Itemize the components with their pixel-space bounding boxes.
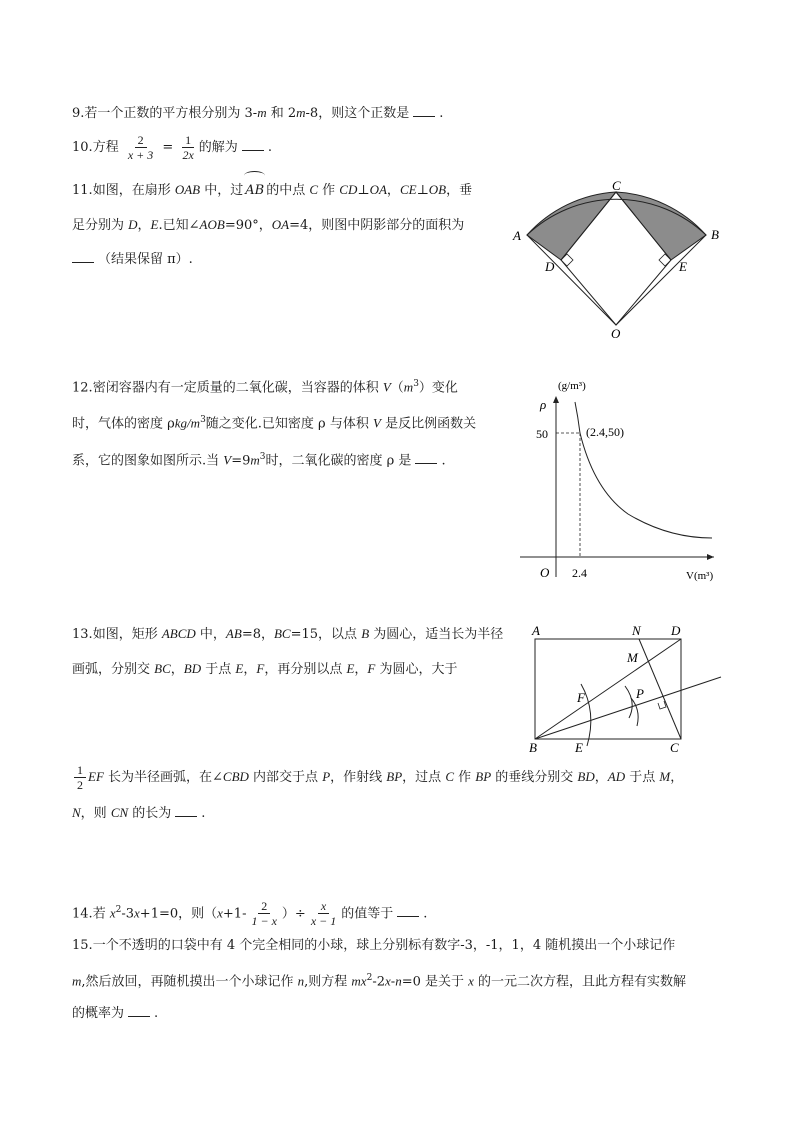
- q13-line-1: 13.如图，矩形 ABCD 中，AB=8，BC=15，以点 B 为圆心，适当长为半径: [72, 626, 504, 642]
- rectangle-figure: [525, 620, 725, 755]
- label-o: O: [611, 326, 621, 340]
- label-d: D: [545, 259, 555, 274]
- q13-line-2: 画弧，分别交 BC，BD 于点 E，F，再分别以点 E，F 为圆心，大于: [72, 661, 458, 677]
- point-label: (2.4,50): [586, 425, 624, 439]
- ray-bp: [535, 677, 721, 739]
- right-angle-mark-p: [658, 701, 666, 709]
- fraction: $\frac{2}{x + 3}$: [127, 133, 154, 162]
- question-number: 14.: [72, 906, 93, 922]
- fraction: $\frac{x}{x - 1}$: [310, 899, 337, 929]
- shaded-region-right: [616, 192, 706, 260]
- question-10: 10.方程 $\frac{2}{x + 3}$ = $\frac{1}{2x}$ 的解为 .: [72, 133, 272, 162]
- answer-blank: [72, 250, 94, 263]
- tick-x-24: 2.4: [572, 566, 587, 580]
- label-d: D: [671, 623, 681, 638]
- answer-blank: [175, 804, 197, 817]
- question-number: 12.: [72, 380, 93, 396]
- sector-figure: [505, 175, 730, 340]
- label-c: C: [612, 178, 621, 193]
- hyperbola-curve: [575, 402, 712, 538]
- q15-line-1: 15.一个不透明的口袋中有 4 个完全相同的小球，球上分别标有数字-3，-1，1，4 随机摸出一个小球记作: [72, 938, 676, 953]
- arc-ab-symbol: AB: [243, 174, 266, 208]
- answer-blank: [128, 1004, 150, 1017]
- q13-line-3: $\frac{1}{2}$ EF 长为半径画弧，在∠CBD 内部交于点 P，作射线 BP，过点 C 作 BP 的垂线分别交 BD，AD 于点 M，: [72, 757, 683, 798]
- label-m: M: [627, 650, 638, 665]
- shaded-region-left: [527, 192, 616, 260]
- label-p: P: [636, 686, 644, 701]
- inverse-proportion-graph: [520, 372, 730, 587]
- y-unit: (g/m³): [558, 380, 586, 392]
- question-13-continued: [72, 757, 683, 829]
- label-b: B: [711, 227, 719, 242]
- question-15: [72, 930, 686, 1030]
- y-axis-arrow: [553, 396, 559, 403]
- question-number: 13.: [72, 627, 93, 642]
- label-n: N: [632, 623, 641, 638]
- question-13: [72, 617, 503, 687]
- origin-label: O: [540, 565, 550, 580]
- label-c: C: [670, 740, 679, 755]
- answer-blank: [415, 451, 437, 464]
- label-e: E: [679, 259, 687, 274]
- q12-line-1: 12.密闭容器内有一定质量的二氧化碳，当容器的体积 $V(m^3)$变化: [72, 379, 458, 396]
- question-12: [72, 368, 476, 477]
- tick-y-50: 50: [536, 427, 548, 441]
- y-label: ρ: [540, 397, 547, 412]
- label-a: A: [532, 623, 540, 638]
- q11-line-3: （结果保留 π）.: [72, 243, 472, 277]
- fraction: $\frac{1}{2x}$: [182, 133, 194, 162]
- answer-blank: [413, 104, 435, 117]
- question-number: 15.: [72, 938, 93, 953]
- q15-line-3: 的概率为 .: [72, 1006, 159, 1022]
- q12-line-3: 系，它的图象如图所示.当 $V=9m^3$时，二氧化碳的密度 ρ 是 .: [72, 451, 446, 468]
- answer-blank: [397, 904, 419, 917]
- fraction: $\frac{2}{1 - x}$: [251, 899, 277, 929]
- perpendicular-cn: [639, 639, 681, 739]
- q13-line-4: N，则 CN 的长为 .: [72, 805, 206, 821]
- x-label: V(m³): [686, 570, 714, 582]
- label-e: E: [575, 740, 583, 755]
- diagonal-bd: [535, 639, 681, 739]
- question-11: [72, 173, 472, 277]
- x-axis-arrow: [707, 554, 714, 560]
- question-number: 9.: [72, 106, 85, 121]
- arc-from-e: [625, 686, 632, 718]
- question-14: 14.若 $x^2-3x+1=0$，则（x+1- $\frac{2}{1 - x}$ ）÷ $\frac{x}{x - 1}$ 的值等于 .: [72, 899, 428, 929]
- q11-line-1: 11.如图，在扇形 OAB 中，过 AB 的中点 C 作 CD⊥OA，CE⊥OB，垂: [72, 173, 472, 208]
- question-number: 10.: [72, 140, 93, 155]
- label-f: F: [577, 690, 585, 705]
- answer-blank: [242, 138, 264, 151]
- label-a: A: [513, 228, 521, 243]
- q11-line-2: 足分别为 D，E.已知∠AOB=90°，OA=4，则图中阴影部分的面积为: [72, 217, 465, 233]
- label-b: B: [529, 740, 537, 755]
- q12-line-2: 时，气体的密度 ρkg/$m^3$随之变化.已知密度 ρ 与体积 V 是反比例函数关: [72, 415, 477, 432]
- fraction-half: $\frac{1}{2}$: [74, 763, 86, 792]
- question-9: 9.若一个正数的平方根分别为 3-m 和 2m-8，则这个正数是 .: [72, 105, 444, 121]
- question-number: 11.: [72, 183, 93, 198]
- q15-line-2: m,然后放回，再随机摸出一个小球记作 n,则方程 $mx^2-2x-n=0$ 是关于 x 的一元二次方程，且此方程有实数解: [72, 973, 687, 990]
